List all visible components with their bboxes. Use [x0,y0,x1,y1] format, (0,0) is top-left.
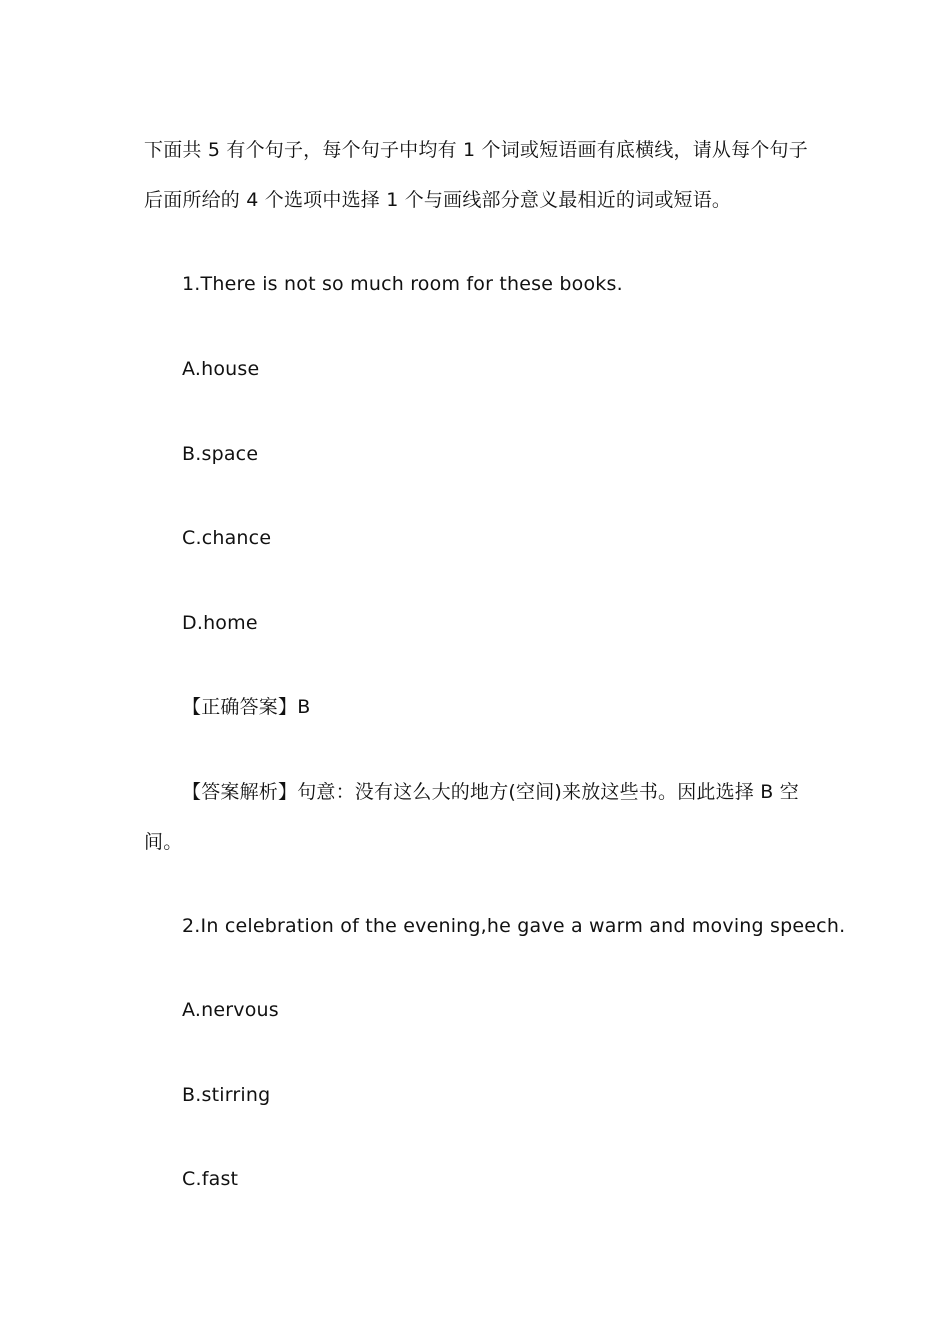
question-2-option-c: C.fast [182,1168,239,1190]
question-2-option-b: B.stirring [182,1084,271,1106]
instruction-line-1: 下面共 5 有个句子，每个句子中均有 1 个词或短语画有底横线，请从每个句子 [144,139,808,161]
question-1-explanation-line-1: 【答案解析】句意：没有这么大的地方(空间)来放这些书。因此选择 B 空 [182,781,799,803]
question-1-answer: 【正确答案】B [182,696,311,718]
question-1-option-a: A.house [182,358,260,380]
question-1-option-d: D.home [182,612,258,634]
question-1-option-b: B.space [182,443,259,465]
question-2-stem: 2.In celebration of the evening,he gave a warm and moving speech. [182,915,846,937]
question-2-option-a: A.nervous [182,999,279,1021]
question-1-stem: 1.There is not so much room for these books. [182,273,623,295]
instruction-line-2: 后面所给的 4 个选项中选择 1 个与画线部分意义最相近的词或短语。 [144,189,732,211]
question-1-option-c: C.chance [182,527,272,549]
question-1-explanation-line-2: 间。 [144,831,183,853]
